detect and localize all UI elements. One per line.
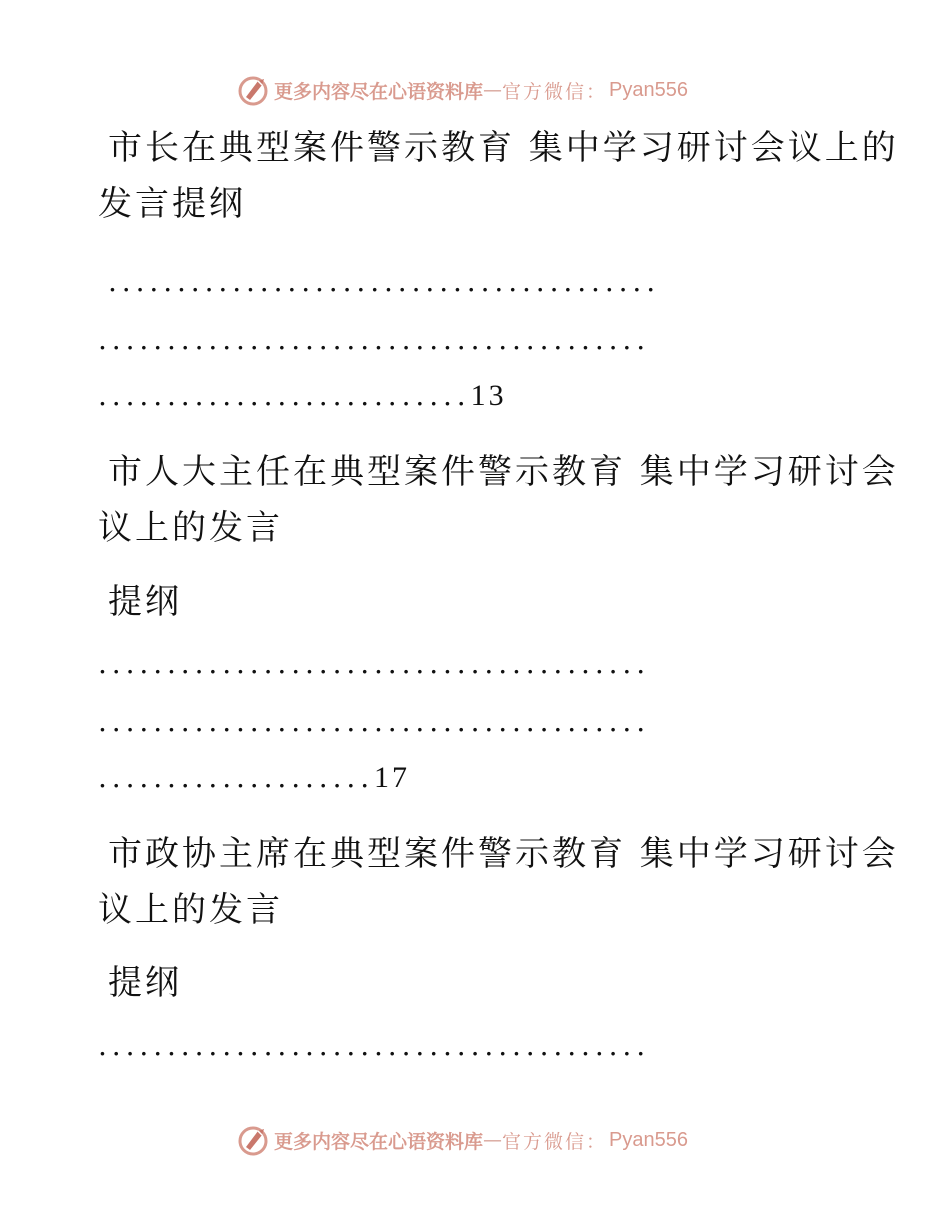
watermark-separator: —: [483, 1129, 503, 1151]
toc-entry-3-leader-1: ........................................: [98, 1029, 651, 1062]
toc-entry-2-page-number: 17: [374, 761, 411, 794]
toc-entry-2-leader-dots: ....................: [98, 761, 375, 794]
watermark-wechat-label: 官方微信：: [502, 80, 608, 103]
toc-entry-2-title-line1: 市人大主任在典型案件警示教育 集中学习研讨会: [108, 452, 899, 492]
footer-watermark: [236, 1122, 688, 1158]
watermark-wechat-label: 官方微信：: [502, 1130, 608, 1153]
toc-entry-1-leader-dots: ...........................: [98, 379, 471, 412]
watermark-wechat-id: Pyan556: [609, 78, 688, 101]
watermark-separator: —: [483, 79, 503, 101]
pen-nib-logo-icon: [236, 1123, 270, 1157]
toc-entry-2-title-line2: 议上的发言: [98, 508, 283, 548]
watermark-text: 更多内容尽在心语资料库: [274, 80, 484, 103]
toc-entry-1-title-line2: 发言提纲: [98, 184, 246, 224]
toc-entry-2-leader-2: ........................................: [98, 705, 651, 738]
toc-entry-1-leader-tail: [98, 376, 507, 416]
watermark-wechat-id: Pyan556: [609, 1128, 688, 1151]
toc-entry-1-page-number: 13: [470, 379, 507, 412]
watermark-text: 更多内容尽在心语资料库: [274, 1130, 484, 1153]
toc-entry-2-title-line3: 提纲: [108, 582, 182, 622]
toc-entry-2-leader-tail: [98, 758, 410, 798]
toc-entry-1-leader-2: ........................................: [98, 323, 651, 356]
toc-entry-3-title-line3: 提纲: [108, 963, 182, 1003]
pen-nib-logo-icon: [236, 73, 270, 107]
toc-entry-3-title-line2: 议上的发言: [98, 890, 283, 930]
toc-entry-1-leader-1: ........................................: [108, 265, 661, 298]
header-watermark: [236, 72, 688, 108]
toc-entry-3-title-line1: 市政协主席在典型案件警示教育 集中学习研讨会: [108, 834, 899, 874]
toc-entry-1-title-line1: 市长在典型案件警示教育 集中学习研讨会议上的: [108, 128, 899, 168]
toc-entry-2-leader-1: ........................................: [98, 647, 651, 680]
